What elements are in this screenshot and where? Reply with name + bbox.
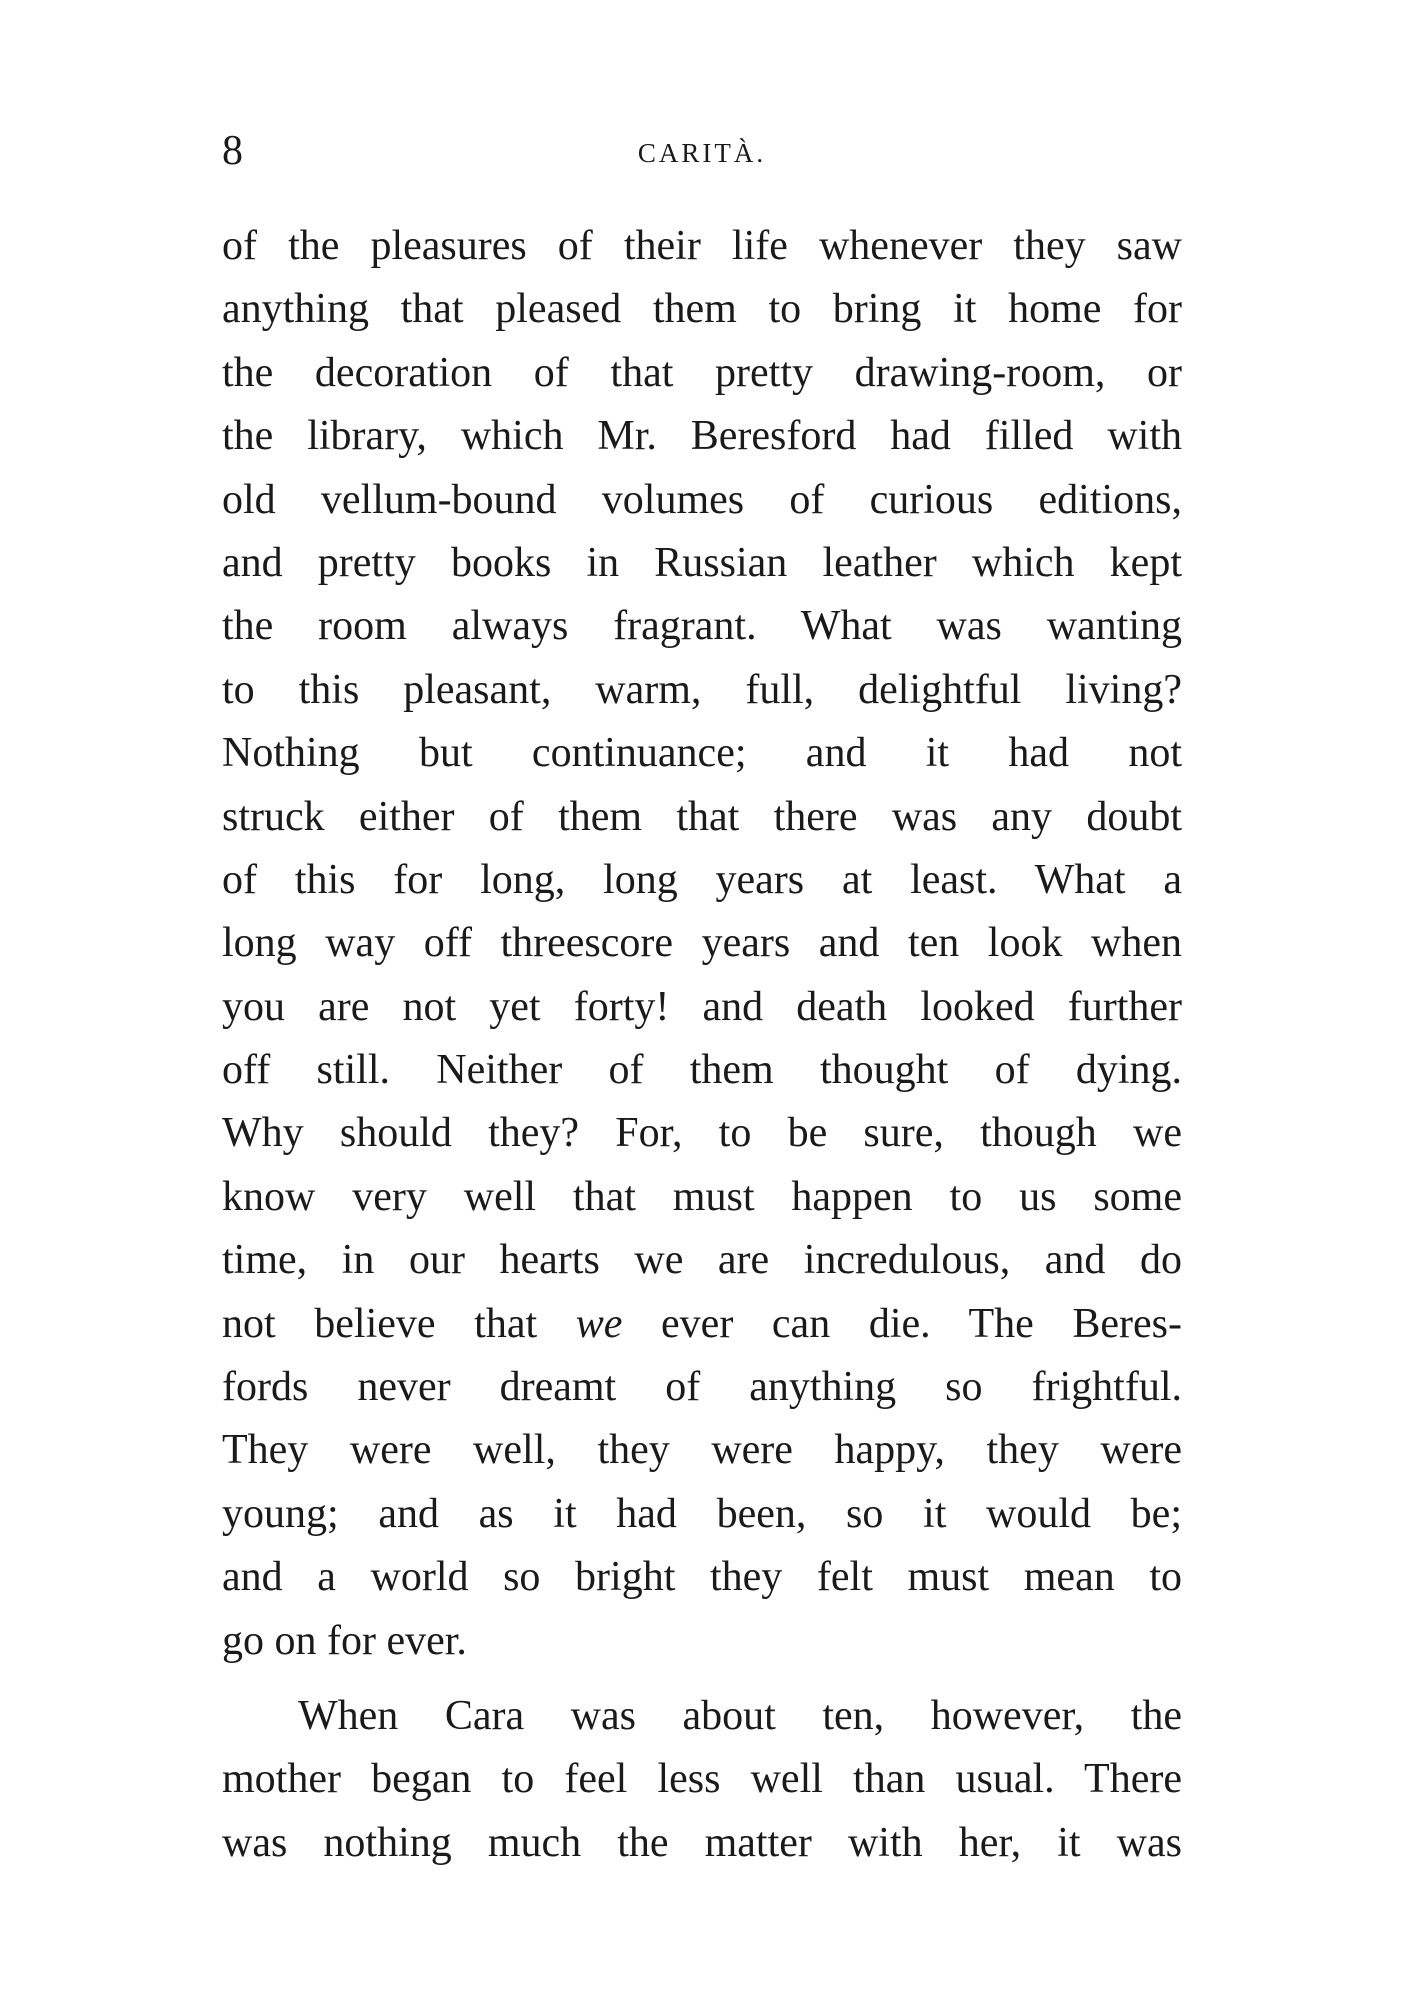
text-line: the room always fragrant. What was wanting: [222, 603, 1182, 650]
text-line: mother began to feel less well than usual. There: [222, 1756, 1182, 1803]
text-line: Why should they? For, to be sure, though we: [222, 1110, 1182, 1157]
body-text: [222, 215, 1182, 1875]
text-line: of this for long, long years at least. What a: [222, 856, 1182, 903]
text-line: know very well that must happen to us some: [222, 1173, 1182, 1220]
text-line: anything that pleased them to bring it home for: [222, 286, 1182, 333]
text-line: go on for ever.: [222, 1617, 467, 1664]
paragraph-gap: [222, 1673, 1182, 1685]
text-line: fords never dreamt of anything so frightful.: [222, 1364, 1182, 1411]
paragraph-2: [222, 1685, 1182, 1875]
text-line: long way off threescore years and ten look when: [222, 920, 1182, 967]
text-line: the library, which Mr. Beresford had filled with: [222, 413, 1182, 460]
text-segment: not believe that: [222, 1300, 576, 1347]
text-line: When Cara was about ten, however, the: [298, 1692, 1182, 1739]
text-line: and a world so bright they felt must mean to: [222, 1554, 1182, 1601]
text-line: Nothing but continuance; and it had not: [222, 730, 1182, 777]
text-line: They were well, they were happy, they were: [222, 1427, 1182, 1474]
emphasis-word: we: [575, 1300, 623, 1347]
text-line: off still. Neither of them thought of dying.: [222, 1047, 1182, 1094]
text-line: of the pleasures of their life whenever they saw: [222, 223, 1182, 269]
text-line: old vellum-bound volumes of curious editions,: [222, 476, 1182, 523]
text-line: to this pleasant, warm, full, delightful living?: [222, 666, 1182, 713]
page-header: [222, 126, 1182, 176]
text-line: time, in our hearts we are incredulous, and do: [222, 1237, 1182, 1284]
text-line: young; and as it had been, so it would be;: [222, 1490, 1182, 1537]
text-line: the decoration of that pretty drawing-room, or: [222, 349, 1182, 396]
text-line: struck either of them that there was any doubt: [222, 793, 1182, 840]
text-line: was nothing much the matter with her, it was: [222, 1819, 1182, 1866]
paragraph-1: [222, 215, 1182, 1673]
text-line: you are not yet forty! and death looked further: [222, 983, 1182, 1030]
text-line-with-emphasis: [222, 1293, 1182, 1356]
page-number: 8: [222, 128, 243, 174]
running-title: CARITÀ.: [637, 138, 767, 168]
text-segment: ever can die. The Beres-: [622, 1300, 1182, 1347]
text-line: and pretty books in Russian leather which kept: [222, 539, 1182, 586]
